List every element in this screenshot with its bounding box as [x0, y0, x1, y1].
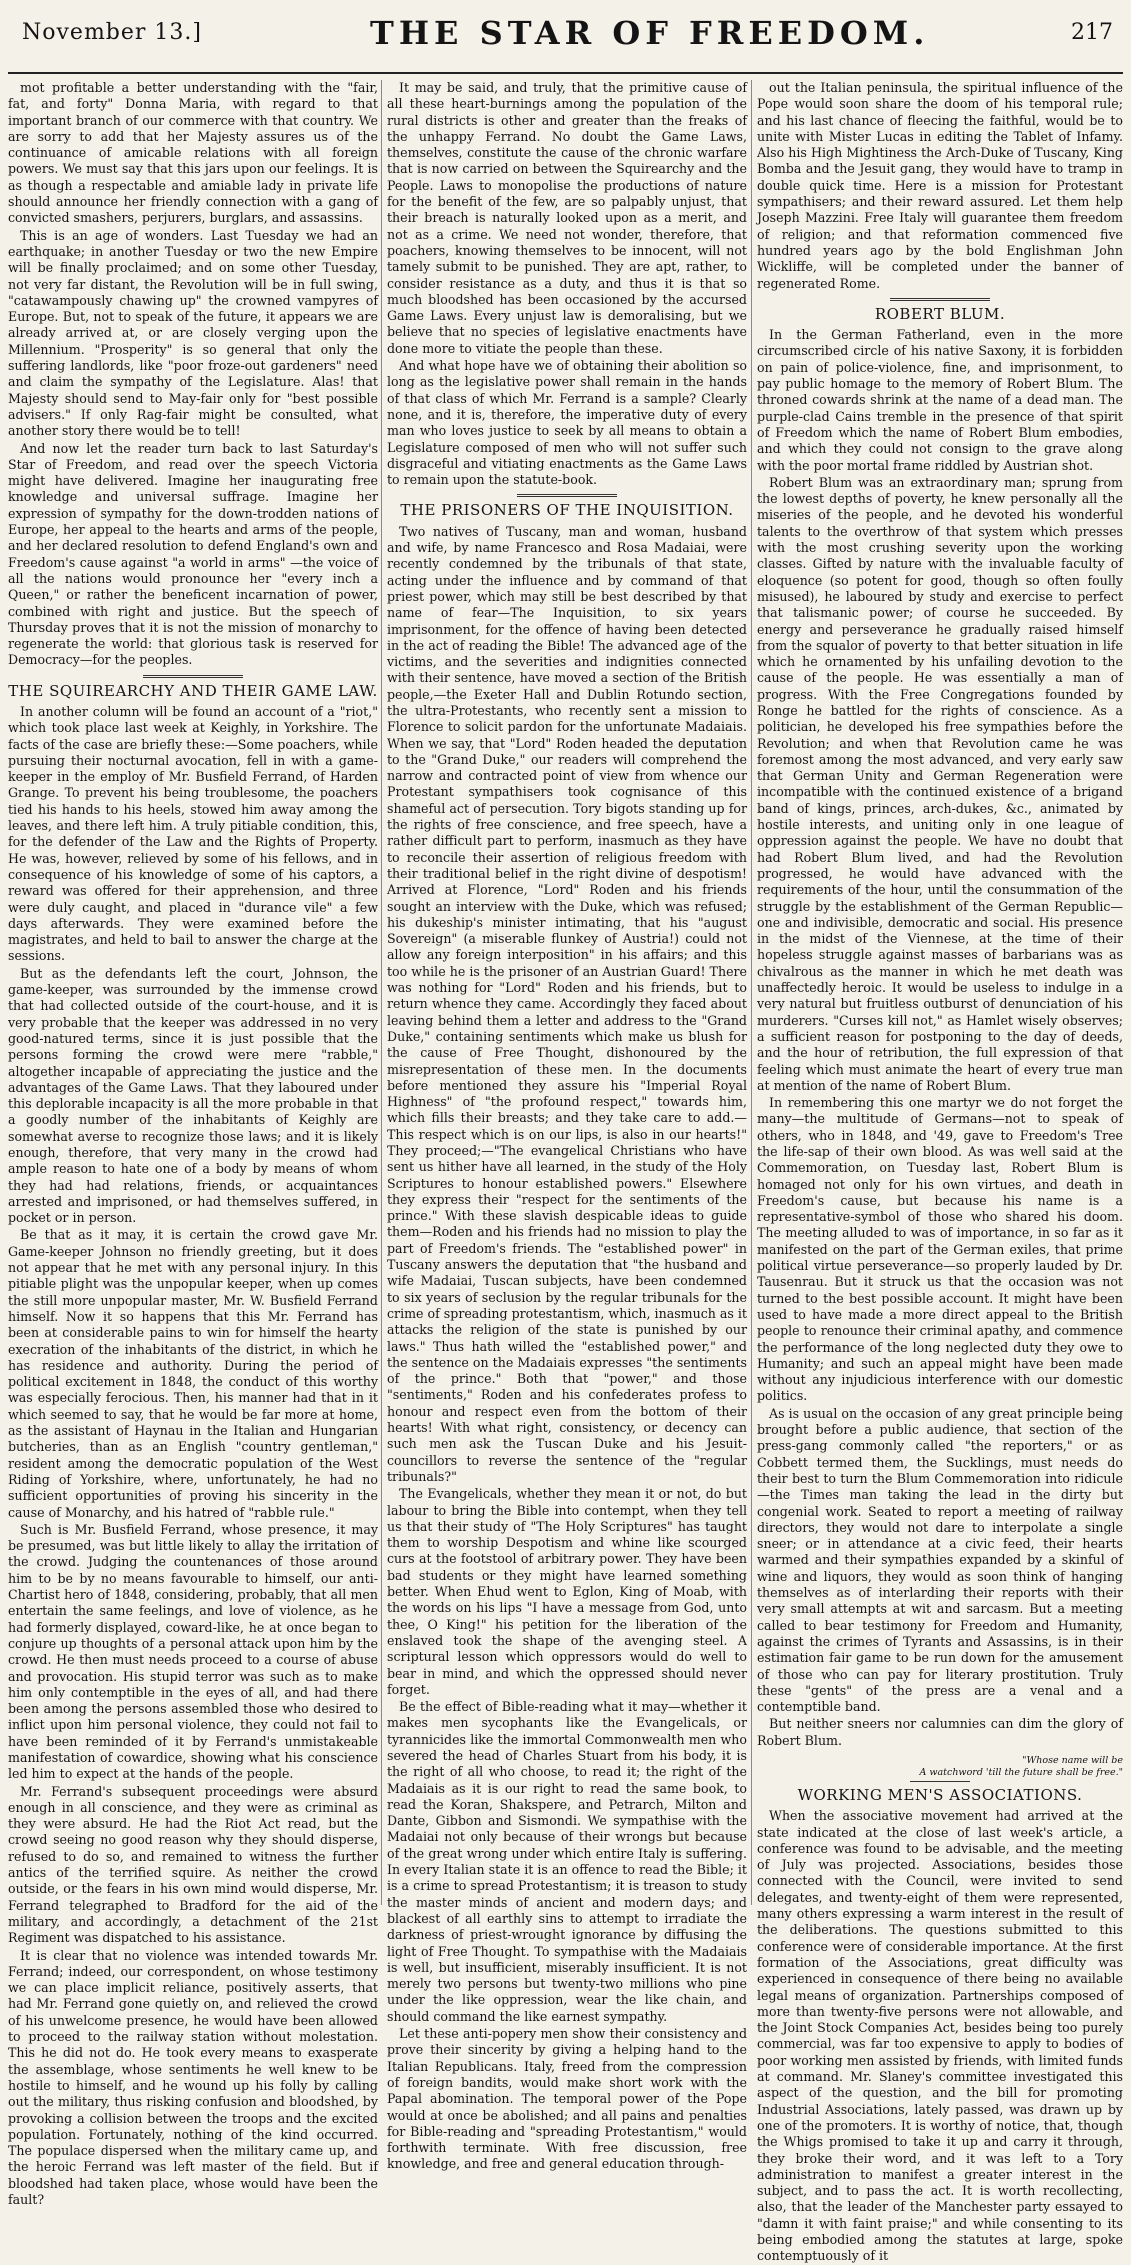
article-paragraph: Be that as it may, it is certain the crowd gave Mr. Game-keeper Johnson no friendly greeting, but it does not appear that he met with any personal injury. In this pitiable plight was the unpopular keeper, when up comes the still more unpopular master, Mr. W. Busfield Ferrand himself. Now it so happens that this Mr. Ferrand has been at considerable pains to win for himself the hearty execration of the inhabitants of the district, in which he has residence and authority. During the period of political excitement in 1848, the conduct of this worthy was especially ferocious. Then, his manner had that in it which seemed to say, that he would be far more at home, as the assistant of Haynau in the Italian and Hungarian butcheries, than as an English "country gentleman," resident among the democratic population of the West Riding of Yorkshire, where, unfortunately, he had no sufficient opportunities of proving his sincerity in the cause of Monarchy, and his hatred of "rabble rule." — [8, 1227, 378, 1520]
article-paragraph: And now let the reader turn back to last Saturday's Star of Freedom, and read over the speech Victoria might have delivered. Imagine her inaugurating free knowledge and universal suffrage. Imagine her expression of sympathy for the down-trodden nations of Europe, her appeal to the hearts and arms of the people, and her declared resolution to defend England's own and Freedom's cause against "a world in arms" —the voice of all the nations would pronounce her "every inch a Queen," or rather the beneficent incarnation of power, combined with right and justice. But the speech of Thursday proves that it is not the mission of monarchy to regenerate the world: that glorious task is reserved for Democracy—for the peoples. — [8, 440, 378, 668]
section-divider — [910, 1781, 970, 1782]
article-paragraph: Be the effect of Bible-reading what it may—whether it makes men sycophants like the Evangelicals, or tyrannicides like the immortal Commonwealth men who severed the head of Charles Stuart from his body, it is the right of all who choose, to read it; the right of the Madaiais as it is our right to read the same book, to read the Koran, Shakspere, and Petrarch, Milton and Dante, Gibbon and Sismondi. We sympathise with the Madaiai not only because of their wrongs but because of the great wrong under which entire Italy is suffering. In every Italian state it is an offence to read the Bible; it is a crime to spread Protestantism; it is treason to study the master minds of ancient and modern days; and blackest of all earthly sins to attempt to irradiate the darkness of priest-wrought ignorance by diffusing the light of Free Thought. To sympathise with the Madaiais is well, but insufficient, miserably insufficient. It is not merely two persons but twenty-two millions who pine under the like oppression, wear the like chain, and should command the like earnest sympathy. — [387, 1699, 747, 2024]
article-paragraph: The Evangelicals, whether they mean it or not, do but labour to bring the Bible into contempt, when they tell us that their study of "The Holy Scriptures" has taught them to worship Despotism and whine like scourged curs at the footstool of arbitrary power. They have been bad students or they might have learned something better. When Ehud went to Eglon, King of Moab, with the words on his lips "I have a message from God, unto thee, O King!" his petition for the liberation of the enslaved took the shape of the avenging steel. A scriptural lesson which oppressors would do well to bear in mind, and which the oppressed should never forget. — [387, 1486, 747, 1697]
section-divider — [517, 494, 617, 497]
section-divider — [143, 675, 243, 678]
headline-squirearchy: THE SQUIREARCHY AND THEIR GAME LAW. — [8, 681, 378, 700]
article-paragraph: mot profitable a better understanding with the "fair, fat, and forty" Donna Maria, with regard to that important branch of our commerce with that country. We are sorry to add that her Majesty assures us of the continuance of amicable relations with all foreign powers. We must say that this jars upon our feelings. It is as though a respectable and amiable lady in private life should announce her friendly connection with a gang of convicted smashers, perjurers, burglars, and assassins. — [8, 80, 378, 226]
article-paragraph: This is an age of wonders. Last Tuesday we had an earthquake; in another Tuesday or two the new Empire will be finally proclaimed; and on some other Tuesday, not very far distant, the Revolution will be in full swing, "catawampously chawing up" the crowned vampyres of Europe. But, not to speak of the future, it appears we are already arrived at, or are closely verging upon the Millennium. "Prosperity" is so general that only the suffering landlords, like "poor froze-out gardeners" need and claim the sympathy of the Legislature. Alas! that Majesty should send to May-fair only for "best possible advisers." If only Rag-fair might be consulted, what another story there would be to tell! — [8, 227, 378, 439]
article-paragraph: Let these anti-popery men show their consistency and prove their sincerity by giving a helping hand to the Italian Republicans. Italy, freed from the compression of foreign bandits, would make short work with the Papal abomination. The temporal power of the Pope would at once be abolished; and all pains and penalties for Bible-reading and "spreading Protestantism," would forthwith terminate. With free discussion, free knowledge, and free and general education through- — [387, 2026, 747, 2172]
article-paragraph: And what hope have we of obtaining their abolition so long as the legislative power shall remain in the hands of that class of which Mr. Ferrand is a sample? Clearly none, and it is, therefore, the imperative duty of every man who loves justice to seek by all means to obtain a Legislature composed of men who will not suffer such disgraceful and vitiating enactments as the Game Laws to remain upon the statute-book. — [387, 358, 747, 488]
newspaper-title: THE STAR OF FREEDOM. — [370, 14, 930, 52]
article-paragraph: As is usual on the occasion of any great principle being brought before a public audience, that section of the press-gang commonly called "the reporters," or as Cobbett termed them, the Sucklings, must needs do their best to turn the Blum Commemoration into ridicule—the Times man taking the lead in the dirty but congenial work. Seated to report a meeting of railway directors, they would not dare to interpolate a single sneer; or in attendance at a civic feed, their hearts warmed and their sympathies expanded by a skinful of wine and liquors, they would as soon think of hanging themselves as of interlarding their reports with their very small attempts at wit and sarcasm. But a meeting called to bear testimony for Freedom and Humanity, against the crimes of Tyrants and Assassins, is in their estimation fair game to be run down for the amusement of those who can pay for literary prostitution. Truly these "gents" of the press are a venal and a contemptible band. — [757, 1405, 1123, 1715]
headline-robert-blum: ROBERT BLUM. — [874, 304, 1006, 323]
article-paragraph: It is clear that no violence was intended towards Mr. Ferrand; indeed, our correspondent, on whose testimony we can place implicit reliance, positively asserts, that had Mr. Ferrand gone quietly on, and relieved the crowd of his unwelcome presence, he would have been allowed to proceed to the railway station without molestation. This he did not do. He took every means to exasperate the assemblage, whose sentiments he well knew to be hostile to himself, and he wound up his folly by calling out the military, thus risking confusion and bloodshed, by provoking a collision between the troops and the excited population. Fortunately, nothing of the kind occurred. The populace dispersed when the military came up, and the heroic Ferrand was left master of the field. But if bloodshed had taken place, whose would have been the fault? — [8, 1947, 378, 2207]
article-paragraph: Two natives of Tuscany, man and woman, husband and wife, by name Francesco and Rosa Madaiai, were recently condemned by the tribunals of that state, acting under the influence and by command of that priest power, which may still be best described by that name of fear—The Inquisition, to six years imprisonment, for the offence of having been detected in the act of reading the Bible! The advanced age of the victims, and the severities and indignities connected with their sentence, have moved a section of the British people,—the Exeter Hall and Dublin Rotundo section, the ultra-Protestants, who recently sent a mission to Florence to solicit pardon for the unfortunate Madaiais. When we say, that "Lord" Roden headed the deputation to the "Grand Duke," our readers will comprehend the narrow and contracted point of view from whence our Protestant sympathisers took cognisance of this shameful act of persecution. Tory bigots standing up for the rights of free conscience, and free speech, have a rather difficult part to perform, inasmuch as they have to reconcile their assertion of religious freedom with their traditional belief in the right divine of despotism! Arrived at Florence, "Lord" Roden and his friends sought an interview with the Duke, which was refused; his dukeship's minister intimating, that his "august Sovereign" (a miserable flunkey of Austria!) could not allow any foreign interposition" in his affairs; and this too while he is the prisoner of an Austrian Guard! There was nothing for "Lord" Roden and his friends, but to return whence they came. Accordingly they faced about leaving behind them a letter and address to the "Grand Duke," containing sentiments which make us blush for the cause of Free Thought, dishonoured by the misrepresentation of these men. In the documents before mentioned they assure his "Imperial Royal Highness" of "the profound respect," towards him, which fills their breasts; and they take care to add.—This respect which is on our lips, is also in our hearts!" They proceed;—"The evangelical Christians who have sent us hither have all learned, in the study of the Holy Scriptures to honour established powers." Elsewhere they express their "respect for the sentiments of the prince." With these slavish despicable ideas to guide them—Roden and his friends had no mission to play the part of Freedom's friends. The "established power" in Tuscany answers the deputation that "the husband and wife Madaiai, Tuscan subjects, have been condemned to six years of seclusion by the regular tribunals for the crime of spreading protestantism, which, inasmuch as it attacks the religion of the state is punished by our laws." Thus hath willed the "established power," and the sentence on the Madaiais expresses "the sentiments of the prince." Both that "power," and those "sentiments," Roden and his confederates profess to honour and respect even from the bottom of their hearts! With what right, consistency, or decency can such men ask the Tuscan Duke and his Jesuit-councillors to reverse the sentence of the "regular tribunals?" — [387, 523, 747, 1484]
column-divider — [381, 80, 382, 1905]
article-paragraph: In the German Fatherland, even in the more circumscribed circle of his native Saxony, it is forbidden on pain of police-violence, fine, and imprisonment, to pay public homage to the memory of Robert Blum. The throned cowards shrink at the name of a dead man. The purple-clad Cains tremble in the presence of that spirit of Freedom which the name of Robert Blum embodies, and which they could not consign to the grave along with the poor mortal frame riddled by Austrian shot. — [757, 327, 1123, 473]
closing-motto — [757, 1755, 1123, 1779]
motto-line: "Whose name will be — [1022, 1754, 1123, 1766]
article-paragraph: In remembering this one martyr we do not forget the many—the multitude of Germans—not to speak of others, who in 1848, and '49, gave to Freedom's Tree the life-sap of their own blood. As was well said at the Commemoration, on Tuesday last, Robert Blum is homaged not only for his own virtues, and death in Freedom's cause, but because his name is a representative-symbol of those who shared his doom. The meeting alluded to was of importance, in so far as it manifested on the part of the German exiles, that prime political virtue perseverance—so properly lauded by Dr. Tausenrau. But it struck us that the occasion was not turned to the best possible account. It might have been used to have made a more direct appeal to the British people to renounce their criminal apathy, and commence the performance of the long neglected duty they owe to Humanity; and such an appeal might have been made without any injudicious interference with our domestic politics. — [757, 1095, 1123, 1404]
article-paragraph: Mr. Ferrand's subsequent proceedings were absurd enough in all conscience, and they were as criminal as they were absurd. He had the Riot Act read, but the crowd seeing no good reason why they should disperse, refused to do so, and remained to witness the further antics of the terrified squire. As neither the crowd outside, or the fears in his own mind would disperse, Mr. Ferrand telegraphed to Bradford for the aid of the military, and accordingly, a detachment of the 21st Regiment was dispatched to his assistance. — [8, 1783, 378, 1946]
column-3 — [757, 80, 1123, 2264]
motto-line: A watchword 'till the future shall be free." — [919, 1766, 1123, 1778]
masthead — [0, 0, 1131, 78]
page-number: 217 — [1071, 20, 1113, 45]
article-paragraph: But as the defendants left the court, Johnson, the game-keeper, was surrounded by the immense crowd that had collected outside of the court-house, and it is very probable that the keeper was addressed in no very good-natured terms, since it is just possible that the persons forming the crowd were mere "rabble," altogether incapable of appreciating the justice and the advantages of the Game Laws. That they laboured under this deplorable incapacity is all the more probable in that a goodly number of the inhabitants of Keighly are somewhat averse to recognize those laws; and it is likely enough, therefore, that very many in the crowd had ample reason to hate one of a body by means of whom they had had relations, friends, or acquaintances arrested and imprisoned, or had themselves suffered, in pocket or in person. — [8, 965, 378, 1226]
article-paragraph: Such is Mr. Busfield Ferrand, whose presence, it may be presumed, was but little likely to allay the irritation of the crowd. Judging the countenances of those around him to be by no means favourable to himself, our anti-Chartist hero of 1848, considering, probably, that all men entertain the same feelings, and love of violence, as he had formerly displayed, coward-like, he at once began to conjure up thoughts of a personal attack upon him by the crowd. He then must needs proceed to a course of abuse and provocation. His stupid terror was such as to make him only contemptible in the eyes of all, and had there been among the persons assembled those who desired to inflict upon him personal violence, they could not fail to have been reminded of it by Ferrand's unmistakeable manifestation of cowardice, showing what his conscience led him to expect at the hands of the people. — [8, 1521, 378, 1782]
column-1 — [8, 80, 378, 2207]
issue-date: November 13.] — [22, 20, 202, 45]
article-paragraph: Robert Blum was an extraordinary man; sprung from the lowest depths of poverty, he knew personally all the miseries of the people, and he devoted his wonderful talents to the overthrow of that system which presses with the most crushing severity upon the working classes. Gifted by nature with the invaluable faculty of eloquence (so potent for good, though so often foully misused), he laboured by study and exercise to perfect that talismanic power; of course he succeeded. By energy and perseverance he gradually raised himself from the squalor of poverty to that better situation in life which he ornamented by his unfailing devotion to the cause of the people. He was essentially a man of progress. With the Free Congregations founded by Ronge he battled for the rights of conscience. As a politician, he developed his free sympathies before the Revolution; and when that Revolution came he was foremost among the most advanced, and very early saw that German Unity and German Regeneration were incompatible with the continued existence of a brigand band of kings, princes, arch-dukes, &c., animated by hostile interests, and uniting only in one league of oppression against the people. We have no doubt that had Robert Blum lived, and had the Revolution progressed, he would have advanced with the requirements of the hour, until the consummation of the struggle by the establishment of the German Republic—one and indivisible, democratic and social. His presence in the midst of the Viennese, at the time of their hopeless struggle against masses of barbarians was as chivalrous as the manner in which he met death was unaffectedly heroic. It would be useless to indulge in a very natural but fruitless outburst of denunciation of his murderers. "Curses kill not," as Hamlet wisely observes; a sufficient reason for postponing to the day of deeds, and the hour of retribution, the full expression of that feeling which must animate the heart of every true man at mention of the name of Robert Blum. — [757, 474, 1123, 1093]
article-paragraph: In another column will be found an account of a "riot," which took place last week at Keighly, in Yorkshire. The facts of the case are briefly these:—Some poachers, while pursuing their nocturnal avocation, fell in with a game-keeper in the employ of Mr. Busfield Ferrand, of Harden Grange. To prevent his being troublesome, the poachers tied his hands to his heels, stowed him away among the leaves, and there left him. A truly pitiable condition, this, for the defender of the Law and the Rights of Property. He was, however, relieved by some of his fellows, and in consequence of his knowledge of some of his captors, a reward was offered for their apprehension, and three were duly caught, and placed in "durance vile" a few days afterwards. They were examined before the magistrates, and held to bail to answer the charge at the sessions. — [8, 703, 378, 964]
article-paragraph: It may be said, and truly, that the primitive cause of all these heart-burnings among the population of the rural districts is other and greater than the freaks of the unhappy Ferrand. No doubt the Game Laws, themselves, constitute the cause of the chronic warfare that is now carried on between the Squirearchy and the People. Laws to monopolise the productions of nature for the benefit of the few, are so palpably unjust, that their breach is naturally looked upon as a merit, and not as a crime. We need not wonder, therefore, that poachers, knowing themselves to be innocent, will not tamely submit to be punished. They are apt, rather, to consider resistance as a duty, and thus it is that so much bloodshed has been occasioned by the accursed Game Laws. Every unjust law is demoralising, but we believe that no species of legislative enactments have done more to vitiate the people than these. — [387, 80, 747, 356]
column-2 — [387, 80, 747, 2172]
section-divider — [890, 298, 990, 301]
headline-inquisition: THE PRISONERS OF THE INQUISITION. — [400, 501, 734, 520]
headline-working-mens-associations: WORKING MEN'S ASSOCIATIONS. — [797, 1785, 1083, 1804]
article-paragraph: out the Italian peninsula, the spiritual influence of the Pope would soon share the doom of his temporal rule; and his last chance of fleecing the faithful, would be to unite with Mister Lucas in editing the Tablet of Infamy. Also his High Mightiness the Arch-Duke of Tuscany, King Bomba and the Jesuit gang, they would have to tramp in double quick time. Here is a mission for Protestant sympathisers; and their reward assured. Let them help Joseph Mazzini. Free Italy will guarantee them freedom of religion; and that reformation commenced five hundred years ago by the bold Englishman John Wickliffe, will be completed under the banner of regenerated Rome. — [757, 80, 1123, 291]
column-divider — [751, 80, 752, 1905]
masthead-rule — [8, 72, 1123, 74]
article-paragraph: But neither sneers nor calumnies can dim the glory of Robert Blum. — [757, 1716, 1123, 1748]
article-paragraph: When the associative movement had arrived at the state indicated at the close of last week's article, a conference was found to be advisable, and the meeting of July was projected. Associations, besides those connected with the Council, were invited to send delegates, and twenty-eight of them were represented, many others expressing a warm interest in the result of the deliberations. The questions submitted to this conference were of considerable importance. At the first formation of the Associations, great difficulty was experienced in consequence of there being no available legal means of organization. Partnerships composed of more than twenty-five persons were not allowable, and the Joint Stock Companies Act, besides being too purely commercial, was far too expensive to apply to bodies of poor working men assisted by friends, with limited funds at command. Mr. Slaney's committee investigated this aspect of the question, and the bill for promoting Industrial Associations, lately passed, was drawn up by one of the promoters. It is worthy of notice, that, though the Whigs promised to take it up and carry it through, they broke their word, and it was left to a Tory administration to manifest a greater interest in the subject, and to pass the act. It is worth recollecting, also, that the leader of the Manchester party essayed to "damn it with faint praise;" and while consenting to its being embodied among the statutes at large, spoke contemptuously of it — [757, 1808, 1123, 2264]
